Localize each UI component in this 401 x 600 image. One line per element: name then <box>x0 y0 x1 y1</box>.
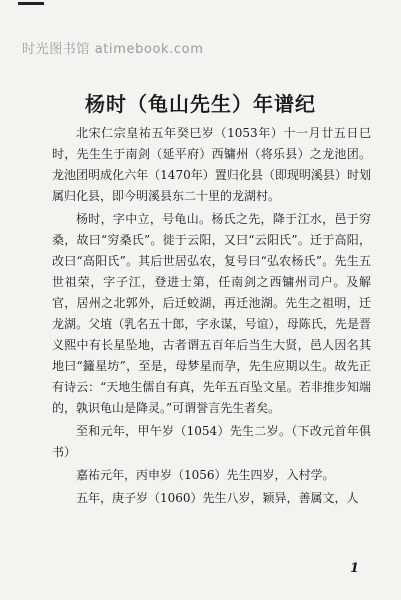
paragraph: 五年，庚子岁（1060）先生八岁，颖异，善属文，人 <box>76 491 359 505</box>
body-text <box>52 123 371 511</box>
paragraph: 杨时，字中立，号龟山。杨氏之先，降于江水，邑于穷桑，故曰“穷桑氏”。徙于云阳，又曰“云阳氏”。迁于高阳，改曰“高阳氏”。其后世居弘农，复号曰“弘农杨氏”。先生五世祖荣，字子江，登进士第，任南剑之西镛州司户。及解官，居州之北郭外，后迁蛟湖，再迁池湖。先生之祖明，迁龙湖。父埴（乳名五十郎，字永谋，号谊），母陈氏，先是晋义熙中有长星坠地，古者谓五百年后当生大贤，邑人因名其地曰“籦星坊”，至是，母梦星而孕，先生应期以生。故先正有诗云：“天地生儒自有真，先年五百坠文星。若非推步知端的，孰识龟山是降灵。”可谓誉言先生者矣。 <box>52 212 371 415</box>
page-title: 杨时（龟山先生）年谱纪 <box>85 92 316 116</box>
paragraph: 嘉祐元年，丙申岁（1056）先生四岁，入村学。 <box>76 468 335 482</box>
paragraph: 至和元年，甲午岁（1054）先生二岁。（下改元首年俱书） <box>52 424 371 459</box>
watermark: 时光图书馆 atimebook.com <box>22 42 204 57</box>
corner-mark <box>18 2 44 5</box>
paragraph: 北宋仁宗皇祐五年癸巳岁（1053年）十一月廿五日巳时，先生生于南剑（延平府）西镛州（将乐县）之龙池团。龙池团明成化六年（1470年）置归化县（即现明溪县）时划属归化县，即今明溪县东二十里的龙湖村。 <box>52 126 371 203</box>
page-number: 1 <box>349 561 359 576</box>
